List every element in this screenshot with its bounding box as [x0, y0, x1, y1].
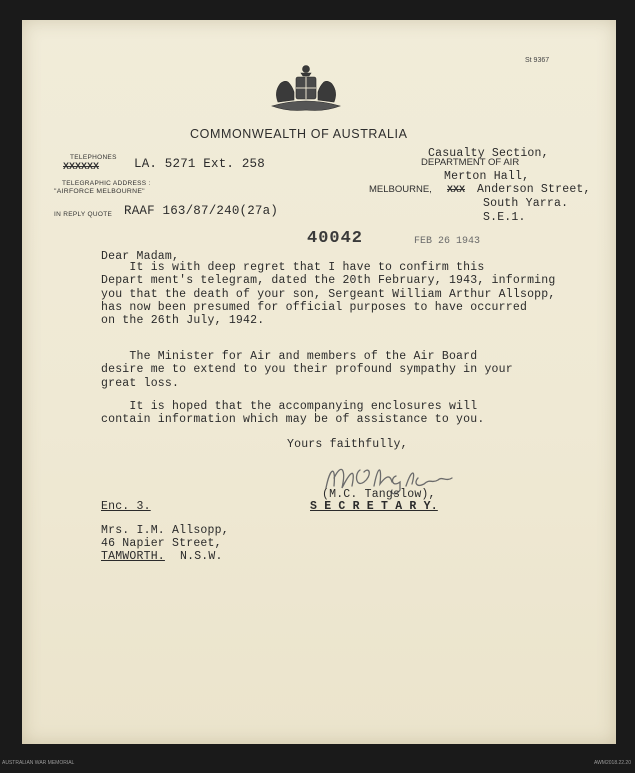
recipient-state: N.S.W.	[180, 550, 223, 563]
footer-left: AUSTRALIAN WAR MEMORIAL	[2, 760, 75, 766]
signer-name: (M.C. Tangslow),	[322, 488, 436, 501]
form-number: St 9367	[525, 57, 550, 64]
salutation: Dear Madam,	[101, 250, 180, 263]
paragraph-line: you that the death of your son, Sergeant William Arthur Allsopp,	[101, 287, 556, 301]
paragraph-line: has now been presumed for official purposes to have occurred	[101, 300, 528, 314]
recipient-city: TAMWORTH.	[101, 550, 165, 563]
sender-building: Merton Hall,	[444, 170, 530, 183]
coat-of-arms-icon	[268, 62, 344, 114]
recipient-name: Mrs. I.M. Allsopp,	[101, 524, 229, 537]
telephones-label: TELEPHONES	[70, 154, 117, 161]
paragraph-line: on the 26th July, 1942.	[101, 314, 265, 328]
sender-city: MELBOURNE,	[369, 184, 432, 195]
received-date-stamp: FEB 26 1943	[414, 236, 481, 247]
paragraph-line: desire me to extend to you their profound sympathy in your	[101, 363, 513, 377]
reply-quote-value: RAAF 163/87/240(27a)	[124, 204, 279, 218]
paragraph-line: It is hoped that the accompanying enclosures will	[101, 400, 478, 413]
paragraph-line: Depart ment's telegram, dated the 20th February, 1943, informing	[101, 274, 556, 288]
enclosure-note: Enc. 3.	[101, 500, 151, 513]
paragraph-3	[101, 400, 484, 427]
telephone-number: LA. 5271 Ext. 258	[134, 157, 265, 171]
letterhead-title: COMMONWEALTH OF AUSTRALIA	[190, 127, 408, 141]
signer-title: S E C R E T A R Y.	[310, 500, 438, 513]
telephones-struck: XXXXXX	[63, 161, 100, 171]
sender-struck: XXX	[447, 184, 466, 194]
paragraph-2	[101, 350, 513, 390]
recipient-street: 46 Napier Street,	[101, 537, 222, 550]
telegraphic-address: "AIRFORCE MELBOURNE"	[54, 188, 145, 195]
sender-postcode: S.E.1.	[483, 211, 526, 224]
paragraph-line: great loss.	[101, 376, 180, 390]
reply-quote-label: IN REPLY QUOTE	[54, 211, 113, 218]
closing: Yours faithfully,	[287, 438, 408, 451]
sender-section: Casualty Section,	[428, 147, 549, 160]
footer-right: AWM2018.22.20	[593, 760, 631, 766]
sender-department: DEPARTMENT OF AIR	[421, 157, 520, 168]
paragraph-1	[101, 261, 555, 327]
paragraph-line: contain information which may be of assistance to you.	[101, 413, 485, 427]
received-number-stamp: 40042	[307, 229, 364, 248]
telegraphic-label: TELEGRAPHIC ADDRESS :	[62, 180, 151, 187]
sender-street: Anderson Street,	[477, 183, 591, 196]
paragraph-line: It is with deep regret that I have to confirm this	[101, 261, 485, 274]
sender-suburb: South Yarra.	[483, 197, 569, 210]
paragraph-line: The Minister for Air and members of the Air Board	[101, 350, 478, 363]
